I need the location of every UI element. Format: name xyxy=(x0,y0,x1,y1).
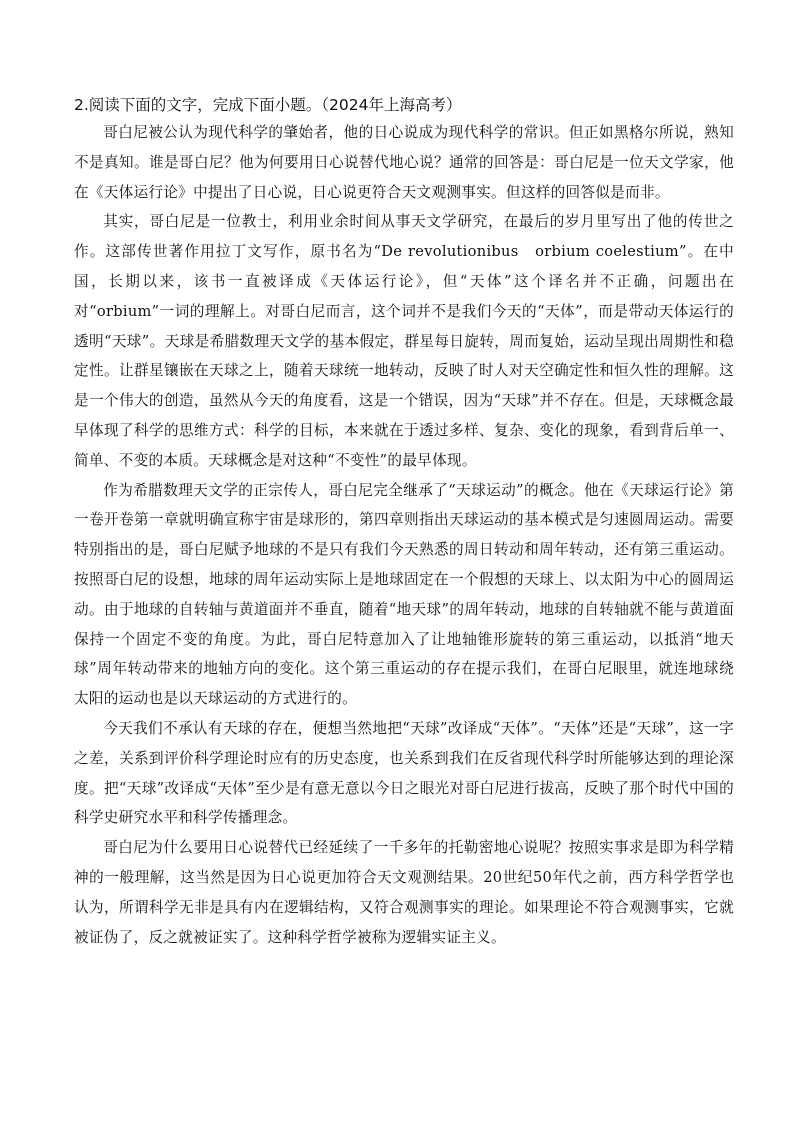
paragraph-3: 作为希腊数理天文学的正宗传人，哥白尼完全继承了“天球运动”的概念。他在《天球运行论》第一卷开卷第一章就明确宣称宇宙是球形的，第四章则指出天球运动的基本模式是匀速圆周运动。需要特别指出的是，哥白尼赋予地球的不是只有我们今天熟悉的周日转动和周年转动，还有第三重运动。按照哥白尼的设想，地球的周年运动实际上是地球固定在一个假想的天球上、以太阳为中心的圆周运动。由于地球的自转轴与黄道面并不垂直，随着“地天球”的周年转动，地球的自转轴就不能与黄道面保持一个固定不变的角度。为此，哥白尼特意加入了让地轴锥形旋转的第三重运动，以抵消“地天球”周年转动带来的地轴方向的变化。这个第三重运动的存在提示我们，在哥白尼眼里，就连地球绕太阳的运动也是以天球运动的方式进行的。 xyxy=(74,481,734,708)
question-heading: 2.阅读下面的文字，完成下面小题。（2024年上海高考） xyxy=(74,96,462,114)
paragraph-5: 哥白尼为什么要用日心说替代已经延续了一千多年的托勒密地心说呢？按照实事求是即为科学精神的一般理解，这当然是因为日心说更加符合天文观测结果。20世纪50年代之前，西方科学哲学也认为，所谓科学无非是具有内在逻辑结构，又符合观测事实的理论。如果理论不符合观测事实，它就被证伪了，反之就被证实了。这种科学哲学被称为逻辑实证主义。 xyxy=(74,839,734,946)
passage xyxy=(74,118,734,952)
paragraph-4: 今天我们不承认有天球的存在，便想当然地把“天球”改译成“天体”。“天体”还是“天球”，这一字之差，关系到评价科学理论时应有的历史态度，也关系到我们在反省现代科学时所能够达到的理论深度。把“天球”改译成“天体”至少是有意无意以今日之眼光对哥白尼进行拔高，反映了那个时代中国的科学史研究水平和科学传播理念。 xyxy=(74,719,734,827)
paragraph-1: 哥白尼被公认为现代科学的肇始者，他的日心说成为现代科学的常识。但正如黑格尔所说，熟知不是真知。谁是哥白尼？他为何要用日心说替代地心说？通常的回答是：哥白尼是一位天文学家，他在《天体运行论》中提出了日心说，日心说更符合天文观测事实。但这样的回答似是而非。 xyxy=(74,124,734,201)
document-page xyxy=(74,92,734,952)
paragraph-2: 其实，哥白尼是一位教士，利用业余时间从事天文学研究，在最后的岁月里写出了他的传世之作。这部传世著作用拉丁文写作，原书名为“De revolutionibus orbium coelestium”。在中国，长期以来，该书一直被译成《天体运行论》，但“天体”这个译名并不正确，问题出在对“orbium”一词的理解上。对哥白尼而言，这个词并不是我们今天的“天体”，而是带动天体运行的透明“天球”。天球是希腊数理天文学的基本假定，群星每日旋转，周而复始，运动呈现出周期性和稳定性。让群星镶嵌在天球之上，随着天球统一地转动，反映了时人对天空确定性和恒久性的理解。这是一个伟大的创造，虽然从今天的角度看，这是一个错误，因为“天球”并不存在。但是，天球概念最早体现了科学的思维方式：科学的目标，本来就在于透过多样、复杂、变化的现象，看到背后单一、简单、不变的本质。天球概念是对这种“不变性”的最早体现。 xyxy=(74,213,734,469)
